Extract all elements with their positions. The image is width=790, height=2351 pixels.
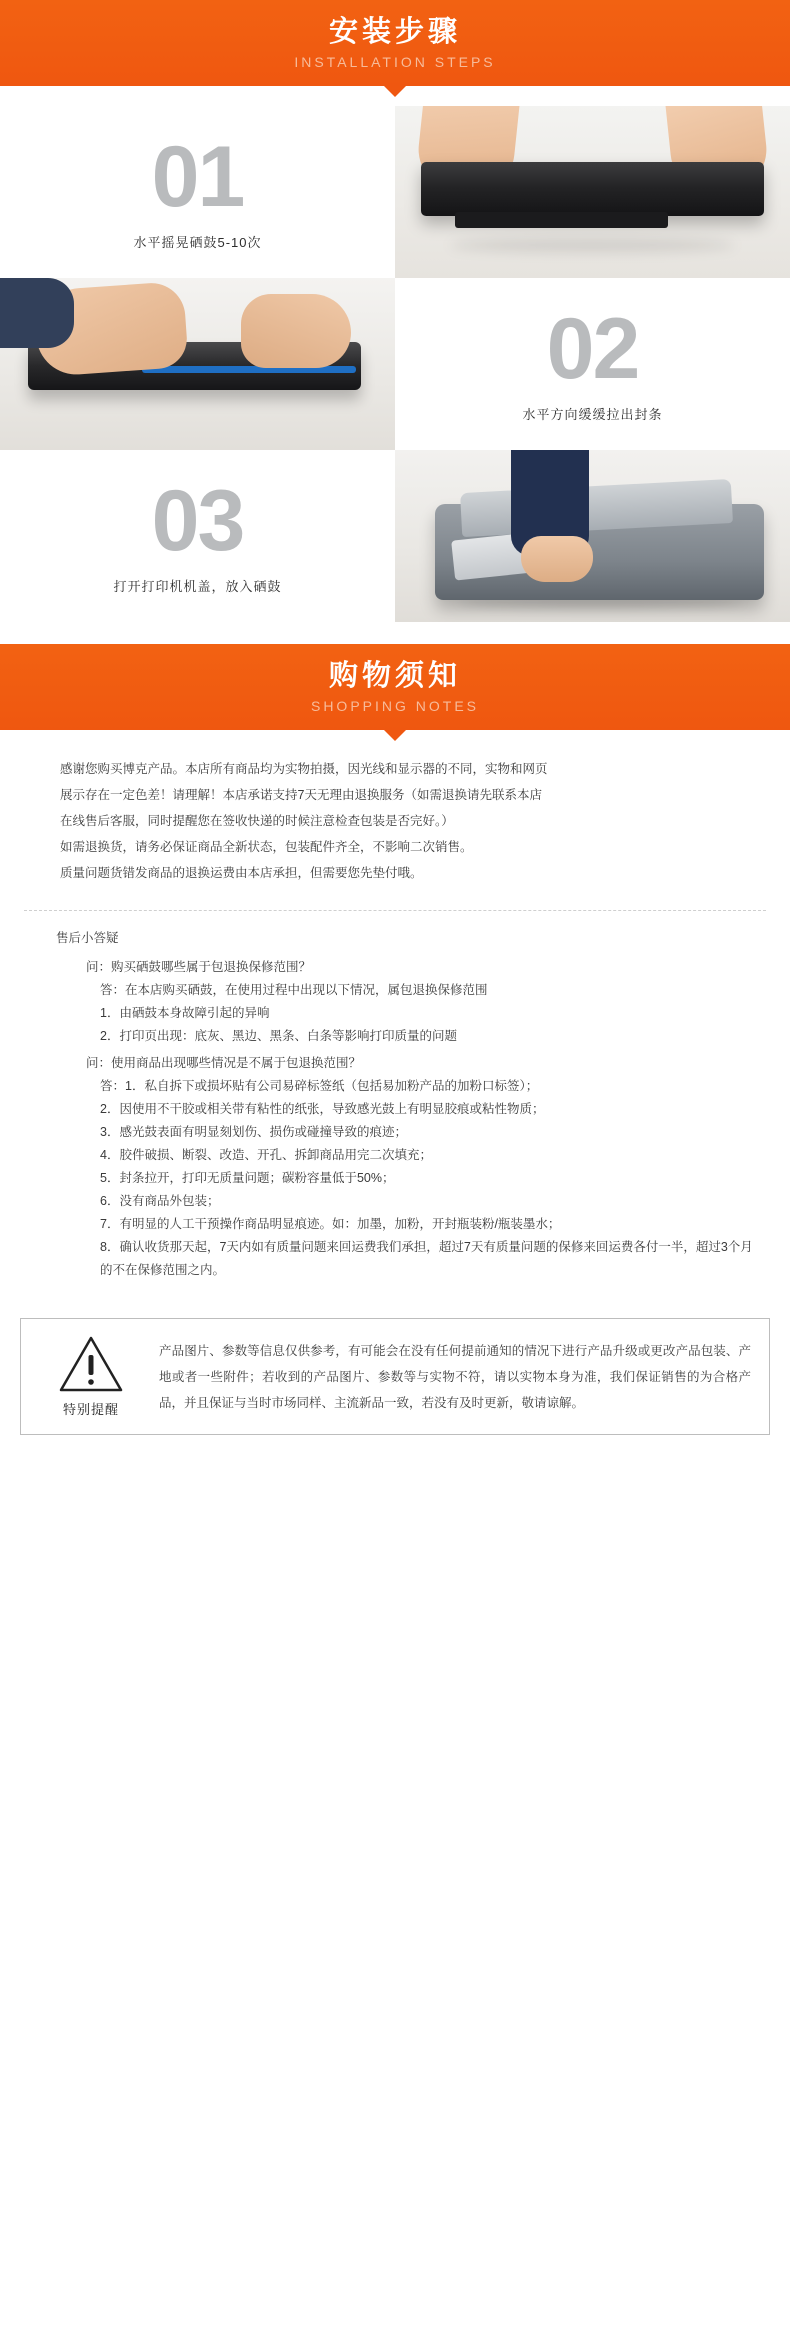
faq-question-2: 问：使用商品出现哪些情况是不属于包退换范围？ bbox=[86, 1056, 362, 1070]
notes-line-3: 在线售后客服，同时提醒您在签收快递的时候注意检查包装是否完好。） bbox=[60, 814, 454, 828]
banner-notch-icon bbox=[383, 85, 407, 97]
step-2-text bbox=[395, 278, 790, 450]
banner-title-cn: 安装步骤 bbox=[328, 16, 461, 48]
list-item: 6．没有商品外包装； bbox=[100, 1194, 220, 1208]
list-item: 7．有明显的人工干预操作商品明显痕迹。如：加墨，加粉，开封瓶装粉/瓶装墨水； bbox=[100, 1217, 561, 1231]
faq-answer-2-list bbox=[56, 1098, 756, 1282]
special-notice-label: 特别提醒 bbox=[62, 1402, 119, 1417]
installation-steps-banner bbox=[0, 0, 790, 86]
list-item: 1．由硒鼓本身故障引起的异响 bbox=[100, 1006, 270, 1020]
photo-shadow bbox=[450, 238, 734, 252]
after-sales-faq bbox=[0, 911, 790, 1296]
banner2-title-cn: 购物须知 bbox=[328, 660, 461, 692]
banner2-notch-icon bbox=[383, 729, 407, 741]
list-item: 5．封条拉开，打印无质量问题；碳粉容量低于50%； bbox=[100, 1171, 395, 1185]
faq-answer-2-lead: 答：1．私自拆下或损坏贴有公司易碎标签纸（包括易加粉产品的加粉口标签）； bbox=[100, 1079, 539, 1093]
list-item: 2．因使用不干胶或相关带有粘性的纸张，导致感光鼓上有明显胶痕或粘性物质； bbox=[100, 1102, 545, 1116]
step-3-text bbox=[0, 450, 395, 622]
warning-triangle-icon bbox=[58, 1335, 124, 1393]
step-1-text bbox=[0, 106, 395, 278]
special-notice-text: 产品图片、参数等信息仅供参考，有可能会在没有任何提前通知的情况下进行产品升级或更改产品包装、产地或者一些附件；若收到的产品图片、参数等与实物不符，请以实物本身为准，我们保证销售的为合格产品，并且保证与当时市场同样、主流新品一致，若没有及时更新，敬请谅解。 bbox=[159, 1343, 751, 1410]
step-3-photo bbox=[395, 450, 790, 622]
special-notice-icon-wrap bbox=[39, 1335, 143, 1418]
faq-answer-1-list bbox=[56, 1002, 756, 1048]
notes-line-2: 展示存在一定色差！请理解！本店承诺支持7天无理由退换服务（如需退换请先联系本店 bbox=[60, 788, 542, 802]
list-item: 3．感光鼓表面有明显刻划伤、损伤或碰撞导致的痕迹； bbox=[100, 1125, 407, 1139]
faq-question-1: 问：购买硒鼓哪些属于包退换保修范围？ bbox=[86, 960, 312, 974]
list-item: 4．胶件破损、断裂、改造、开孔、拆卸商品用完二次填充； bbox=[100, 1148, 432, 1162]
step-2-label: 水平方向缓缓拉出封条 bbox=[522, 406, 663, 422]
banner-title-en: INSTALLATION STEPS bbox=[294, 54, 496, 70]
step-1-number: 01 bbox=[151, 128, 244, 225]
hand-shape bbox=[521, 536, 593, 582]
shopping-notes-banner bbox=[0, 644, 790, 730]
installation-steps-grid bbox=[0, 106, 790, 622]
step-2-photo bbox=[0, 278, 395, 450]
notes-line-5: 质量问题货错发商品的退换运费由本店承担，但需要您先垫付哦。 bbox=[60, 866, 423, 880]
notes-line-1: 感谢您购买博克产品。本店所有商品均为实物拍摄，因光线和显示器的不同，实物和网页 bbox=[60, 762, 548, 776]
shopping-notes-text bbox=[0, 730, 790, 892]
step-1-photo bbox=[395, 106, 790, 278]
toner-cartridge-shape bbox=[421, 162, 764, 216]
step-3-label: 打开打印机机盖，放入硒鼓 bbox=[113, 578, 282, 594]
hand-right-shape bbox=[241, 294, 351, 368]
list-item: 2．打印页出现：底灰、黑边、黑条、白条等影响打印质量的问题 bbox=[100, 1029, 457, 1043]
banner2-title-en: SHOPPING NOTES bbox=[310, 698, 480, 714]
step-3-number: 03 bbox=[151, 472, 244, 569]
step-2-number: 02 bbox=[546, 300, 639, 397]
list-item: 8．确认收货那天起，7天内如有质量问题来回运费我们承担，超过7天有质量问题的保修来回运费各付一半，超过3个月的不在保修范围之内。 bbox=[100, 1240, 753, 1277]
sleeve-shape bbox=[0, 278, 74, 348]
special-notice-box bbox=[20, 1318, 770, 1435]
faq-title: 售后小答疑 bbox=[56, 931, 119, 945]
step-1-label: 水平摇晃硒鼓5-10次 bbox=[133, 234, 262, 250]
notes-line-4: 如需退换货，请务必保证商品全新状态，包装配件齐全，不影响二次销售。 bbox=[60, 840, 473, 854]
faq-answer-1: 答：在本店购买硒鼓，在使用过程中出现以下情况，属包退换保修范围 bbox=[100, 983, 488, 997]
